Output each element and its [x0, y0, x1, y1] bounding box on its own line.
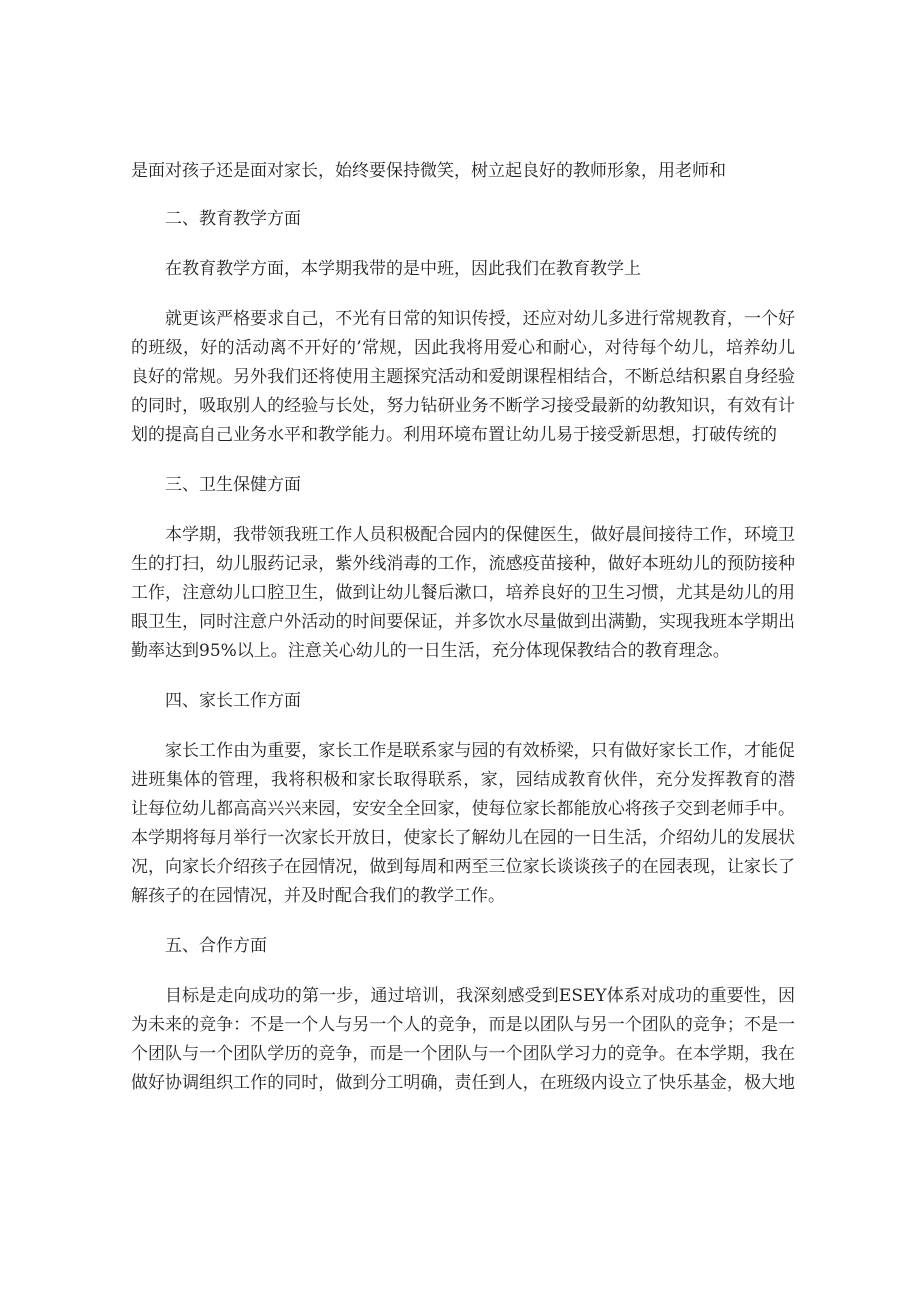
- section-heading-parents: 四、家长工作方面: [165, 691, 301, 711]
- paragraph-line: 做好协调组织工作的同时，做到分工明确，责任到人，在班级内设立了快乐基金，极大地: [131, 1073, 795, 1093]
- paragraph-line: 的班级，好的活动离不开好的’常规，因此我将用爱心和耐心，对待每个幼儿，培养幼儿: [131, 338, 795, 358]
- section-heading-cooperation: 五、合作方面: [165, 936, 267, 956]
- education-intro-line: 在教育教学方面，本学期我带的是中班，因此我们在教育教学上: [165, 259, 641, 279]
- paragraph-line: 目标是走向成功的第一步，通过培训，我深刻感受到ESEY体系对成功的重要性，因: [165, 986, 795, 1006]
- paragraph-line: 就更该严格要求自己，不光有日常的知识传授，还应对幼儿多进行常规教育，一个好: [165, 309, 795, 329]
- paragraph-line: 工作，注意幼儿口腔卫生，做到让幼儿餐后漱口，培养良好的卫生习惯，尤其是幼儿的用: [131, 583, 795, 603]
- opening-line: 是面对孩子还是面对家长，始终要保持微笑，树立起良好的教师形象，用老师和: [131, 161, 726, 181]
- paragraph-line: 况，向家长介绍孩子在园情况，做到每周和两至三位家长谈谈孩子的在园表现，让家长了: [131, 857, 795, 877]
- section-heading-health: 三、卫生保健方面: [165, 475, 301, 495]
- paragraph-line: 本学期将每月举行一次家长开放日，使家长了解幼儿在园的一日生活，介绍幼儿的发展状: [131, 828, 795, 848]
- paragraph-line: 本学期，我带领我班工作人员积极配合园内的保健医生，做好晨间接待工作，环境卫: [165, 525, 795, 545]
- paragraph-line: 生的打扫，幼儿服药记录，紫外线消毒的工作，流感疫苗接种，做好本班幼儿的预防接种: [131, 554, 795, 574]
- paragraph-line: 勤率达到95%以上。注意关心幼儿的一日生活，充分体现保教结合的教育理念。: [131, 641, 730, 661]
- document-body: [131, 157, 795, 1098]
- section-heading-education: 二、教育教学方面: [165, 209, 301, 229]
- paragraph-line: 家长工作由为重要，家长工作是联系家与园的有效桥梁，只有做好家长工作，才能促: [165, 741, 795, 761]
- paragraph-line: 划的提高自己业务水平和教学能力。利用环境布置让幼儿易于接受新思想，打破传统的: [131, 425, 777, 445]
- paragraph-line: 让每位幼儿都高高兴兴来园，安安全全回家，使每位家长都能放心将孩子交到老师手中。: [131, 799, 795, 819]
- paragraph-line: 的同时，吸取别人的经验与长处，努力钻研业务不断学习接受最新的幼教知识，有效有计: [131, 396, 795, 416]
- paragraph-line: 为未来的竞争：不是一个人与另一个人的竞争，而是以团队与另一个团队的竞争；不是一: [131, 1015, 795, 1035]
- paragraph-line: 解孩子的在园情况，并及时配合我们的教学工作。: [131, 886, 505, 906]
- paragraph-line: 眼卫生，同时注意户外活动的时间要保证，并多饮水尽量做到出满勤，实现我班本学期出: [131, 612, 795, 632]
- paragraph-line: 个团队与一个团队学历的竞争，而是一个团队与一个团队学习力的竞争。在本学期，我在: [131, 1044, 795, 1064]
- paragraph-line: 进班集体的管理，我将积极和家长取得联系，家，园结成教育伙伴，充分发挥教育的潜: [131, 770, 795, 790]
- paragraph-line: 良好的常规。另外我们还将使用主题探究活动和爱朗课程相结合，不断总结积累自身经验: [131, 367, 795, 387]
